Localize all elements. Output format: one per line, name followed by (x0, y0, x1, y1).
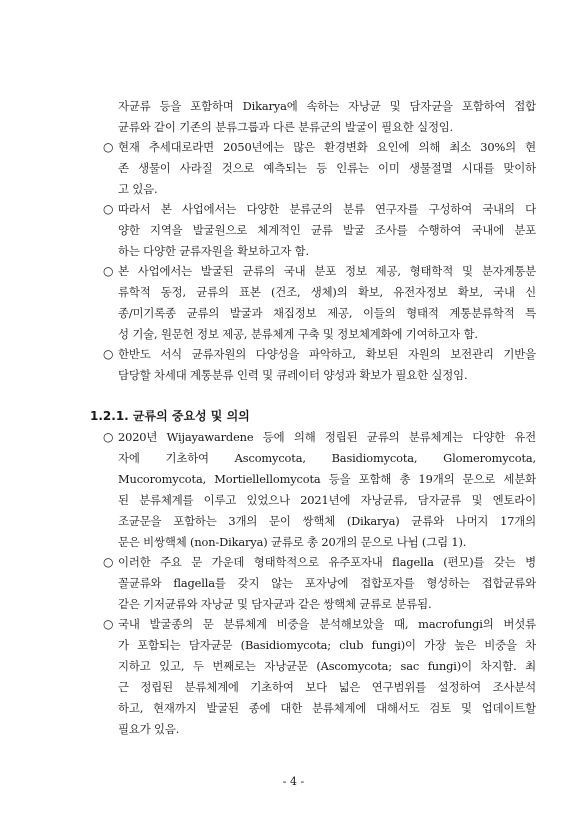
text-line: 하는 다양한 균류자원을 확보하고자 함. (118, 244, 310, 258)
text-line: 성 기술, 원문헌 정보 제공, 분류체계 구축 및 정보체계화에 기여하고자 함. (118, 327, 478, 341)
bullet-marker: ○ (103, 140, 114, 154)
text-line: 자균류 등을 포함하며 Dikarya에 속하는 자낭균 및 담자균을 포함하여 접합 (118, 99, 536, 113)
text-line: 류학적 동정, 균류의 표본 (건조, 생체)의 확보, 유전자정보 확보, 국내 신 (118, 285, 536, 299)
text-line: 근 정립된 분류체계에 기초하여 보다 넓은 연구범위를 설정하여 조사분석 (118, 680, 536, 694)
text-line: 종/미기록종 균류의 발굴과 채집정보 제공, 이들의 형태적 계통분류학적 특 (118, 306, 536, 320)
bullet-marker: ○ (103, 555, 114, 569)
bullet-marker: ○ (103, 347, 114, 361)
text-line: 2020년 Wijayawardene 등에 의해 정립된 균류의 분류체계는 다양한 유전 (118, 430, 536, 444)
text-line: 문은 비쌍핵체 (non-Dikarya) 균류로 총 20개의 문으로 나뉨 (그림 1). (118, 535, 467, 549)
text-line: 양한 지역을 발굴원으로 체계적인 균류 발굴 조사를 수행하여 국내에 분포 (118, 223, 536, 237)
text-line: 같은 기저균류와 자낭균 및 담자균과 같은 쌍핵체 균류로 분류됨. (118, 597, 432, 611)
text-line: 균류와 같이 기존의 분류그룹과 다른 분류군의 발굴이 필요한 실정임. (118, 120, 454, 134)
text-line: 조균문을 포함하는 3개의 문이 쌍핵체 (Dikarya) 균류와 나머지 17개의 (118, 514, 536, 528)
text-line: 꼴균류와 flagella를 갖지 않는 포자낭에 접합포자를 형성하는 접합균류와 (118, 576, 536, 590)
text-line: 현재 추세대로라면 2050년에는 많은 환경변화 요인에 의해 최소 30%의 현 (118, 140, 536, 154)
text-line: 하고, 현재까지 발굴된 종에 대한 분류체계에 대해서도 검토 및 업데이트할 (118, 701, 536, 715)
text-line: 본 사업에서는 발굴된 균류의 국내 분포 정보 제공, 형태학적 및 분자계통분 (118, 264, 536, 278)
text-line: 이러한 주요 문 가운데 형태학적으로 유주포자내 flagella (편모)를 갖는 병 (118, 555, 536, 569)
bullet-marker: ○ (103, 617, 114, 631)
text-line: 지하고 있고, 두 번째로는 자낭균문 (Ascomycota; sac fungi)이 차지함. 최 (118, 659, 536, 673)
text-line: 가 포함되는 담자균문 (Basidiomycota; club fungi)이 가장 높은 비중을 차 (118, 638, 536, 652)
text-line: 된 분류체계를 이루고 있었으나 2021년에 자낭균류, 담자균류 및 엔토라이 (118, 493, 536, 507)
text-line: 담당할 차세대 계통분류 인력 및 큐레이터 양성과 확보가 필요한 실정임. (118, 368, 468, 382)
bullet-marker: ○ (103, 264, 114, 278)
text-line: 한반도 서식 균류자원의 다양성을 파악하고, 확보된 자원의 보전관리 기반을 (118, 347, 536, 361)
text-line: 존 생물이 사라질 것으로 예측되는 등 인류는 이미 생물절멸 시대를 맞이하 (118, 161, 536, 175)
text-line: 자에 기초하여 Ascomycota, Basidiomycota, Glomeromycota, (118, 451, 536, 465)
text-line: 따라서 본 사업에서는 다양한 분류군의 분류 연구자를 구성하여 국내의 다 (118, 202, 536, 216)
bullet-marker: ○ (103, 202, 114, 216)
text-line: 국내 발굴종의 문 분류체계 비중을 분석해보았을 때, macrofungi의 버섯류 (118, 617, 536, 631)
text-line: 고 있음. (118, 182, 158, 196)
page-number: - 4 - (282, 775, 305, 788)
text-line: 필요가 있음. (118, 722, 180, 736)
bullet-marker: ○ (103, 430, 114, 444)
text-line: Mucoromycota, Mortiellellomycota 등을 포함해 총 19개의 문으로 세분화 (118, 472, 536, 486)
section-heading: 1.2.1. 균류의 중요성 및 의의 (90, 409, 250, 423)
